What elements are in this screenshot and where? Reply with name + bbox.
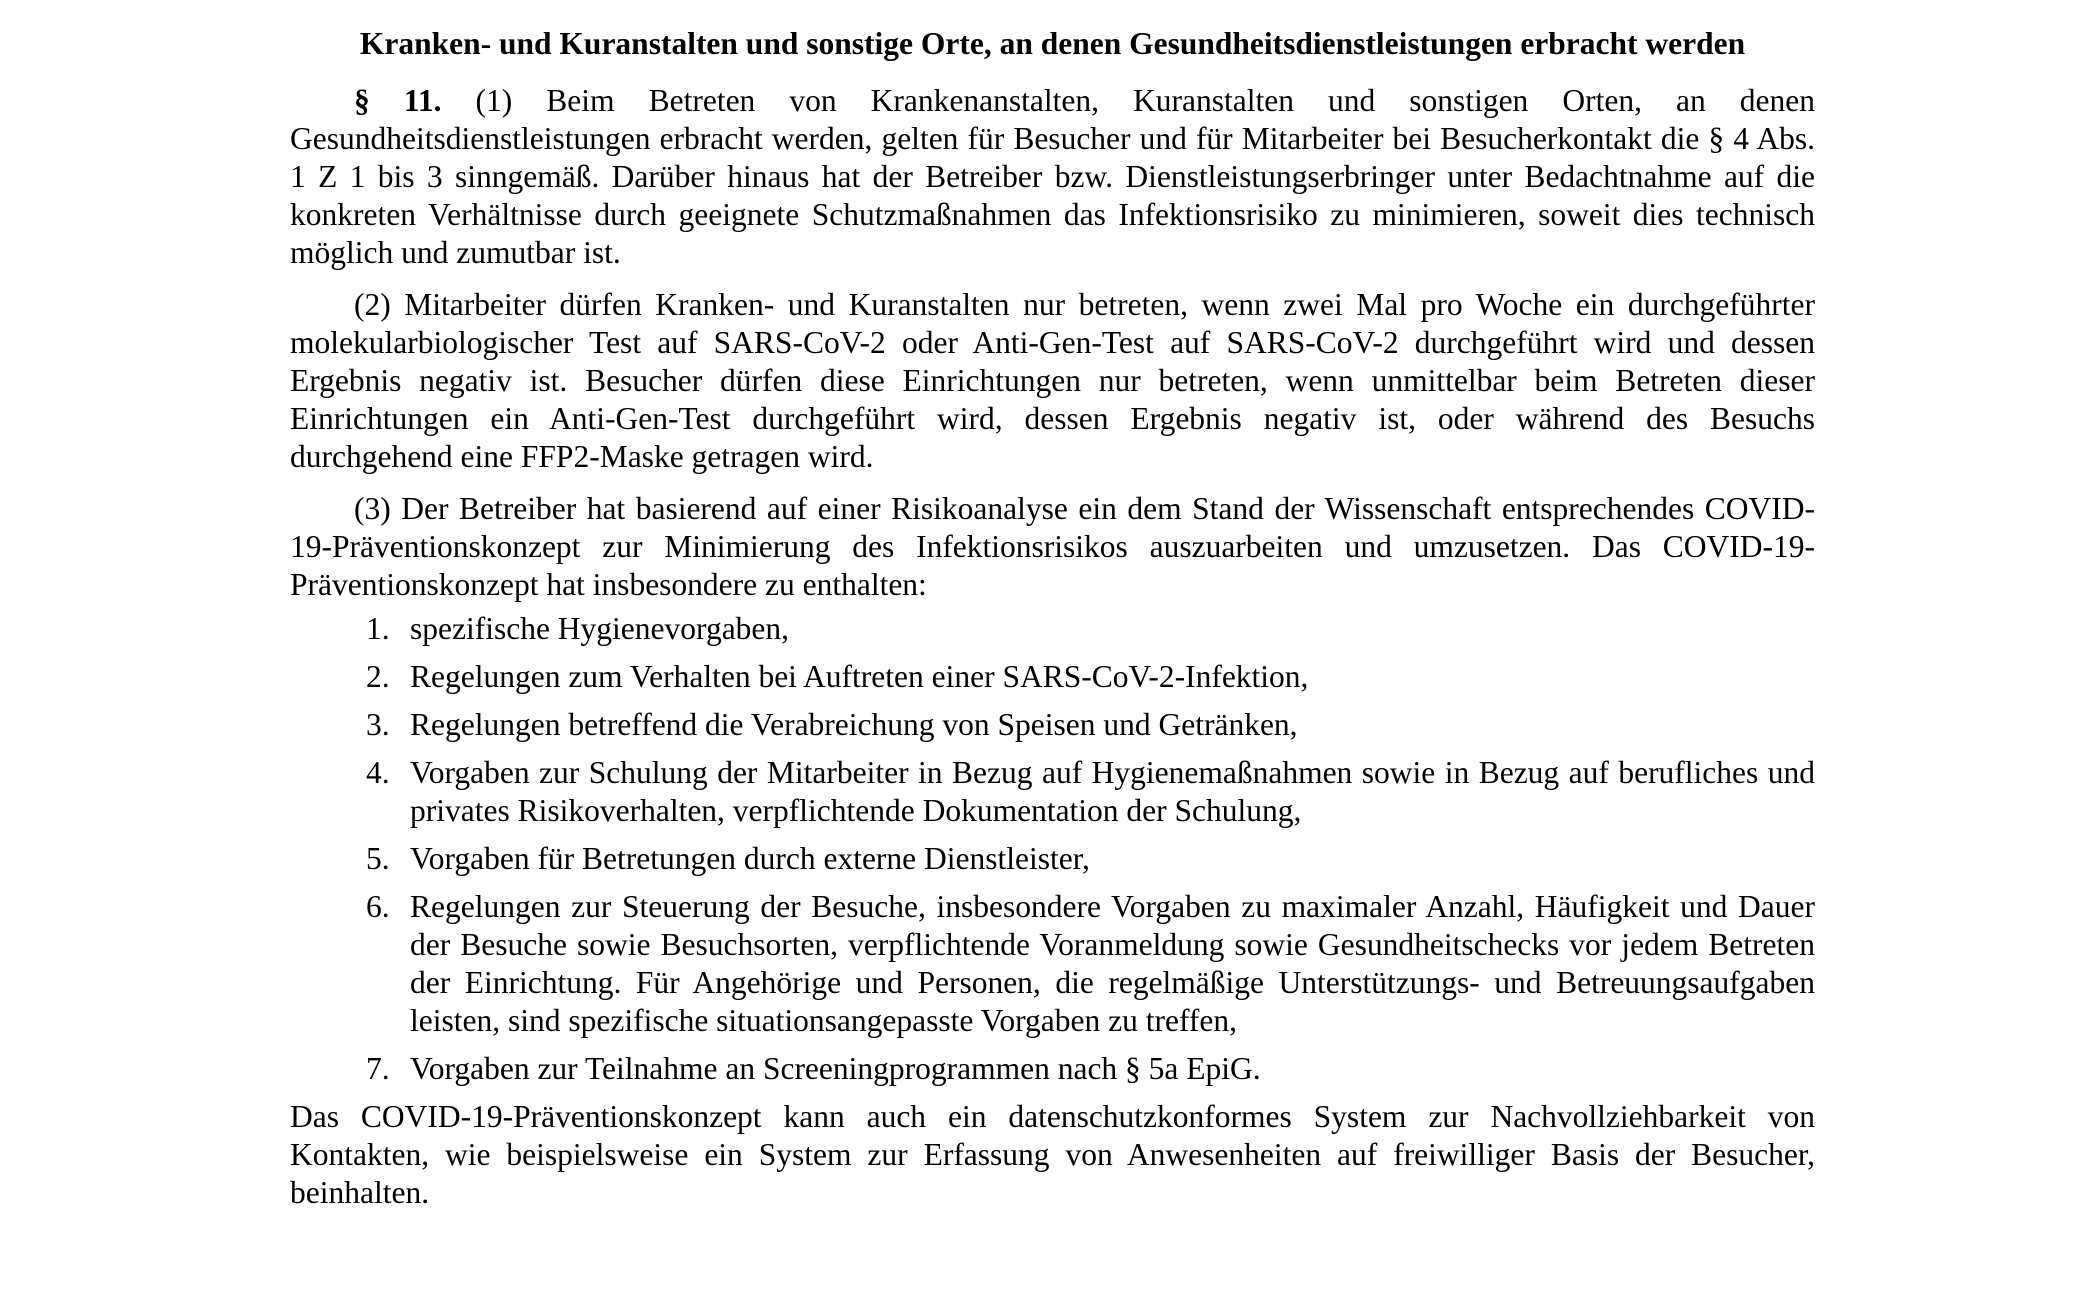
paragraph-3: (3) Der Betreiber hat basierend auf einer Risikoanalyse ein dem Stand der Wissenschaft entsprechendes COVID-19-Präventionskonzept zur Minimierung des Infektionsrisikos auszuarbeiten und umzusetzen. Das COVID-19-Präventionskonzept hat insbesondere zu enthalten: (290, 491, 1815, 602)
closing-paragraph: Das COVID-19-Präventionskonzept kann auch ein datenschutzkonformes System zur Nachvollziehbarkeit von Kontakten, wie beispielsweise ein System zur Erfassung von Anwesenheiten auf freiwilliger Basis der Besucher, beinhalten. (290, 1099, 1815, 1210)
list-item-2-number: 2. (366, 659, 390, 694)
document-heading: Kranken- und Kuranstalten und sonstige Orte, an denen Gesundheitsdienstleistungen erbracht werden (359, 26, 1746, 61)
list-item-2 (290, 658, 1815, 696)
paragraph-2: (2) Mitarbeiter dürfen Kranken- und Kuranstalten nur betreten, wenn zwei Mal pro Woche ein durchgeführter molekularbiologischer Test auf SARS-CoV-2 oder Anti-Gen-Test auf SARS-CoV-2 durchgeführt wird und dessen Ergebnis negativ ist. Besucher dürfen diese Einrichtungen nur betreten, wenn unmittelbar beim Betreten dieser Einrichtungen ein Anti-Gen-Test durchgeführt wird, dessen Ergebnis negativ ist, oder während des Besuchs durchgehend eine FFP2-Maske getragen wird. (290, 287, 1815, 474)
paragraph-1 (290, 82, 1815, 272)
list-item-1 (290, 610, 1815, 648)
list-item-5-number: 5. (366, 841, 390, 876)
list-item-2-text: Regelungen zum Verhalten bei Auftreten einer SARS-CoV-2-Infektion, (410, 659, 1309, 694)
paragraph-1-text: (1) Beim Betreten von Krankenanstalten, Kuranstalten und sonstigen Orten, an denen Gesundheitsdienstleistungen erbracht werden, gelten für Besucher und für Mitarbeiter bei Besucherkontakt die § 4 Abs. 1 Z 1 bis 3 sinngemäß. Darüber hinaus hat der Betreiber bzw. Dienstleistungserbringer unter Bedachtnahme auf die konkreten Verhältnisse durch geeignete Schutzmaßnahmen das Infektionsrisiko zu minimieren, soweit dies technisch möglich und zumutbar ist. (290, 83, 1816, 270)
numbered-list (290, 610, 1815, 1088)
list-item-4-number: 4. (366, 755, 390, 790)
list-item-4-text: Vorgaben zur Schulung der Mitarbeiter in Bezug auf Hygienemaßnahmen sowie in Bezug auf berufliches und privates Risikoverhalten, verpflichtende Dokumentation der Schulung, (410, 755, 1815, 828)
list-item-7-text: Vorgaben zur Teilnahme an Screeningprogrammen nach § 5a EpiG. (410, 1051, 1261, 1086)
section-number: § 11. (354, 83, 442, 118)
list-item-4 (290, 754, 1815, 830)
list-item-5 (290, 840, 1815, 878)
list-item-7 (290, 1050, 1815, 1088)
list-item-1-number: 1. (366, 611, 390, 646)
list-item-3-text: Regelungen betreffend die Verabreichung von Speisen und Getränken, (410, 707, 1298, 742)
list-item-6-text: Regelungen zur Steuerung der Besuche, insbesondere Vorgaben zu maximaler Anzahl, Häufigkeit und Dauer der Besuche sowie Besuchsorten, verpflichtende Voranmeldung sowie Gesundheitschecks vor jedem Betreten der Einrichtung. Für Angehörige und Personen, die regelmäßige Unterstützungs- und Betreuungsaufgaben leisten, sind spezifische situationsangepasste Vorgaben zu treffen, (410, 889, 1815, 1038)
list-item-3-number: 3. (366, 707, 390, 742)
list-item-5-text: Vorgaben für Betretungen durch externe Dienstleister, (410, 841, 1090, 876)
list-item-6 (290, 888, 1815, 1040)
list-item-7-number: 7. (366, 1051, 390, 1086)
list-item-1-text: spezifische Hygienevorgaben, (410, 611, 790, 646)
list-item-6-number: 6. (366, 889, 390, 924)
list-item-3 (290, 706, 1815, 744)
